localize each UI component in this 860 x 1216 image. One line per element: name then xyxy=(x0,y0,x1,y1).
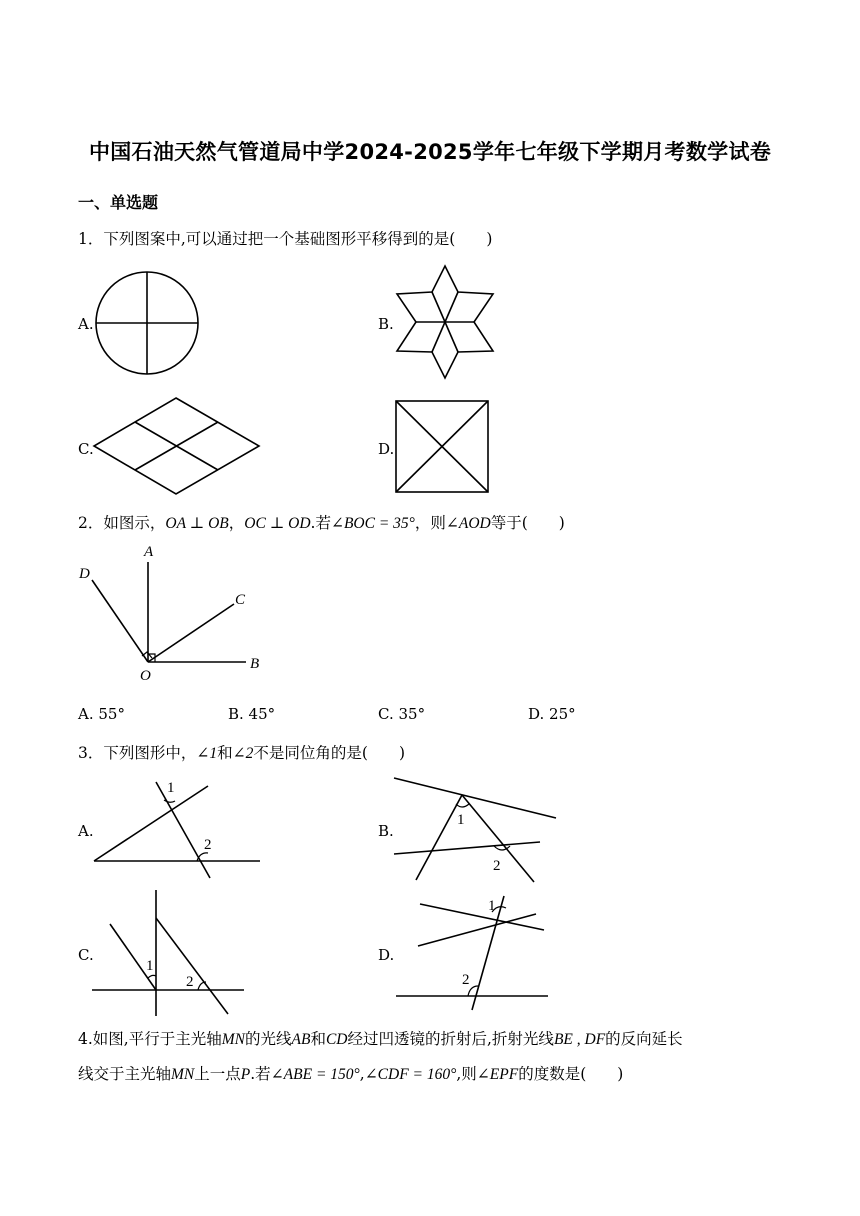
q2-option-d: D. 25° xyxy=(528,705,576,723)
question-number: 4. xyxy=(78,1030,93,1048)
q1-option-b-label: B. xyxy=(378,315,394,333)
question-text: 的反向延长 xyxy=(605,1030,683,1048)
question-number: 2． xyxy=(78,514,104,532)
point-o-label: O xyxy=(140,668,151,684)
question-2 xyxy=(78,512,565,535)
q3-option-a-label: A. xyxy=(78,822,94,840)
q3-option-d-figure xyxy=(392,894,552,1014)
question-text: , xyxy=(359,1065,365,1083)
q3-option-b-label: B. xyxy=(378,822,394,840)
angle-2: ∠2 xyxy=(232,745,254,762)
axis-mn: MN xyxy=(221,1031,245,1048)
question-text: ，则 xyxy=(414,514,446,532)
q2-option-b: B. 45° xyxy=(228,705,276,723)
condition-boc: ∠BOC = 35° xyxy=(330,515,415,532)
question-text: 不是同位角的是( ) xyxy=(253,744,406,762)
angle-1-label: 1 xyxy=(146,958,154,974)
question-text: 上一点 xyxy=(194,1065,241,1083)
angle-2-label: 2 xyxy=(204,837,212,853)
question-text: 下列图案中,可以通过把一个基础图形平移得到的是( ) xyxy=(103,230,493,248)
question-text: .若 xyxy=(250,1065,271,1083)
section-heading: 一、单选题 xyxy=(78,193,159,212)
question-text: 等于( ) xyxy=(490,514,565,532)
question-number: 3． xyxy=(78,744,104,762)
angle-1: ∠1 xyxy=(196,745,218,762)
page-title: 中国石油天然气管道局中学2024-2025学年七年级下学期月考数学试卷 xyxy=(88,140,772,164)
question-text: 如图示， xyxy=(103,514,166,532)
q1-option-c-figure xyxy=(92,396,264,498)
q3-option-a-figure xyxy=(90,772,266,882)
question-text: ， xyxy=(228,514,245,532)
question-4-line-1 xyxy=(78,1028,788,1051)
ray-ab: AB xyxy=(291,1031,311,1048)
question-text: 和 xyxy=(217,744,233,762)
target-angle: ∠AOD xyxy=(445,515,491,532)
point-c-label: C xyxy=(235,592,246,608)
question-text: 经过凹透镜的折射后,折射光线 xyxy=(347,1030,554,1048)
condition-oc-od: OC ⊥ OD xyxy=(244,515,311,532)
point-p: P xyxy=(240,1066,251,1083)
angle-1-label: 1 xyxy=(167,780,175,796)
angle-2-label: 2 xyxy=(493,858,501,874)
q1-option-d-label: D. xyxy=(378,440,395,458)
question-text: 线交于主光轴 xyxy=(78,1065,172,1083)
point-d-label: D xyxy=(79,566,90,582)
question-1 xyxy=(78,228,492,250)
question-text: ,则 xyxy=(456,1065,477,1083)
q1-option-d-figure xyxy=(394,399,492,495)
question-text: 的光线 xyxy=(244,1030,292,1048)
rays-be-df: BE , DF xyxy=(553,1031,606,1048)
q3-option-b-figure xyxy=(390,774,560,886)
question-text: 和 xyxy=(310,1030,326,1048)
angle-2-label: 2 xyxy=(186,974,194,990)
condition-oa-ob: OA ⊥ OB xyxy=(165,515,229,532)
question-text: 如图,平行于主光轴 xyxy=(92,1030,222,1048)
question-text: 下列图形中， xyxy=(103,744,197,762)
point-a-label: A xyxy=(144,544,154,560)
q1-option-a-figure xyxy=(92,270,206,376)
question-text: .若 xyxy=(310,514,331,532)
q3-option-d-label: D. xyxy=(378,946,395,964)
question-text: 的度数是( ) xyxy=(518,1065,624,1083)
angle-abe: ∠ABE = 150° xyxy=(270,1066,360,1083)
question-4-line-2 xyxy=(78,1063,788,1086)
angle-2-label: 2 xyxy=(462,972,470,988)
q3-option-c-label: C. xyxy=(78,946,94,964)
question-3 xyxy=(78,742,405,765)
angle-epf: ∠EPF xyxy=(476,1066,519,1083)
axis-mn: MN xyxy=(171,1066,195,1083)
q1-option-c-label: C. xyxy=(78,440,94,458)
q3-option-c-figure xyxy=(90,888,250,1020)
angle-1-label: 1 xyxy=(457,812,465,828)
q1-option-b-figure xyxy=(392,264,502,382)
angle-cdf: ∠CDF = 160° xyxy=(364,1066,457,1083)
ray-cd: CD xyxy=(325,1031,348,1048)
question-4 xyxy=(78,1028,788,1086)
point-b-label: B xyxy=(250,656,260,672)
angle-1-label: 1 xyxy=(488,898,496,914)
q1-option-a-label: A. xyxy=(78,315,94,333)
q2-figure xyxy=(72,540,272,685)
q2-option-c: C. 35° xyxy=(378,705,426,723)
question-number: 1． xyxy=(78,230,104,248)
q2-option-a: A. 55° xyxy=(78,705,125,723)
